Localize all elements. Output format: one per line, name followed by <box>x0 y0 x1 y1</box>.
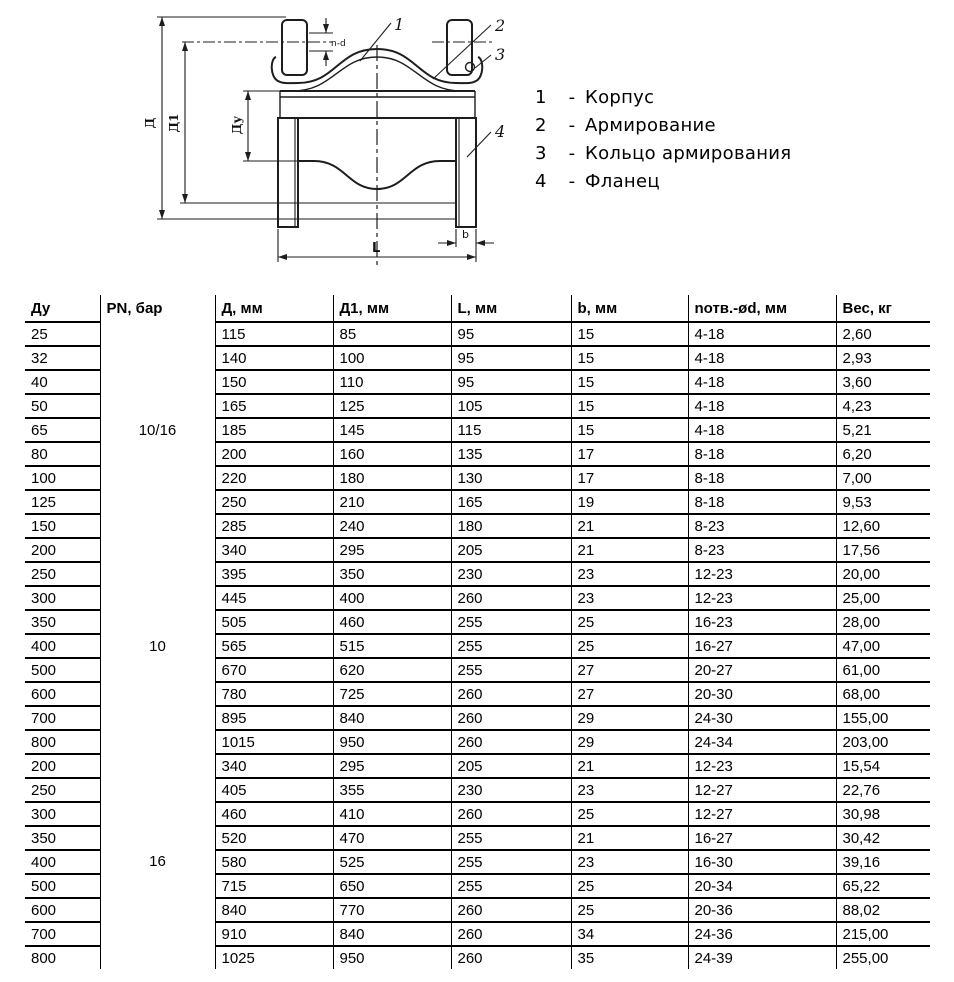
column-header: Ду <box>25 295 100 322</box>
table-cell: 260 <box>451 898 571 922</box>
table-cell: 125 <box>333 394 451 418</box>
table-cell: 28,00 <box>836 610 930 634</box>
table-cell: 29 <box>571 730 688 754</box>
dim-label-D1: Д1 <box>167 113 181 133</box>
table-cell: 215,00 <box>836 922 930 946</box>
table-cell: 39,16 <box>836 850 930 874</box>
table-cell: 25 <box>25 322 100 346</box>
table-cell: 95 <box>451 322 571 346</box>
table-cell: 205 <box>451 754 571 778</box>
table-cell: 400 <box>333 586 451 610</box>
table-cell: 285 <box>215 514 333 538</box>
column-header: Д, мм <box>215 295 333 322</box>
spec-table-container <box>25 295 930 969</box>
table-cell: 4-18 <box>688 418 836 442</box>
table-cell: 23 <box>571 562 688 586</box>
table-cell: 24-36 <box>688 922 836 946</box>
table-cell: 23 <box>571 778 688 802</box>
reinforcement-ring <box>466 63 475 72</box>
table-cell: 165 <box>451 490 571 514</box>
table-cell: 115 <box>215 322 333 346</box>
table-cell: 260 <box>451 586 571 610</box>
table-cell: 250 <box>25 562 100 586</box>
legend-number: 1 <box>535 87 547 108</box>
table-cell: 203,00 <box>836 730 930 754</box>
table-group <box>25 754 930 969</box>
table-cell: 15 <box>571 394 688 418</box>
column-header: PN, бар <box>100 295 215 322</box>
table-cell: 22,76 <box>836 778 930 802</box>
table-cell: 580 <box>215 850 333 874</box>
table-cell: 17,56 <box>836 538 930 562</box>
table-cell: 715 <box>215 874 333 898</box>
table-cell: 27 <box>571 658 688 682</box>
table-cell: 800 <box>25 946 100 969</box>
dim-label-D: Д <box>143 117 157 129</box>
table-cell: 295 <box>333 754 451 778</box>
legend-number: 3 <box>535 143 547 164</box>
technical-drawing <box>140 5 520 275</box>
table-cell: 650 <box>333 874 451 898</box>
table-group <box>25 322 930 538</box>
legend-item <box>535 140 791 168</box>
table-cell: 68,00 <box>836 682 930 706</box>
table-cell: 2,93 <box>836 346 930 370</box>
legend-item <box>535 168 791 196</box>
table-cell: 24-34 <box>688 730 836 754</box>
table-cell: 840 <box>333 706 451 730</box>
column-header: Вес, кг <box>836 295 930 322</box>
table-cell: 47,00 <box>836 634 930 658</box>
table-header-row <box>25 295 930 322</box>
table-cell: 16-27 <box>688 826 836 850</box>
table-cell: 8-18 <box>688 490 836 514</box>
column-header: Д1, мм <box>333 295 451 322</box>
legend-item <box>535 112 791 140</box>
table-cell: 505 <box>215 610 333 634</box>
table-cell: 410 <box>333 802 451 826</box>
table-cell: 25 <box>571 634 688 658</box>
table-row <box>25 754 930 778</box>
table-cell: 8-18 <box>688 466 836 490</box>
table-cell: 12-23 <box>688 562 836 586</box>
table-cell: 140 <box>215 346 333 370</box>
table-cell: 260 <box>451 730 571 754</box>
table-cell: 210 <box>333 490 451 514</box>
table-cell: 7,00 <box>836 466 930 490</box>
table-cell: 200 <box>25 538 100 562</box>
callout-4: 4 <box>495 122 506 141</box>
table-cell: 295 <box>333 538 451 562</box>
table-cell: 670 <box>215 658 333 682</box>
table-cell: 340 <box>215 538 333 562</box>
column-header: nотв.-ød, мм <box>688 295 836 322</box>
dim-label-Du: Ду <box>230 115 244 135</box>
table-cell: 15 <box>571 346 688 370</box>
callout-2: 2 <box>495 16 506 35</box>
table-cell: 725 <box>333 682 451 706</box>
table-cell: 700 <box>25 922 100 946</box>
table-cell: 12-23 <box>688 754 836 778</box>
table-cell: 255 <box>451 826 571 850</box>
table-cell: 395 <box>215 562 333 586</box>
table-cell: 25 <box>571 898 688 922</box>
table-cell: 15 <box>571 322 688 346</box>
table-cell: 230 <box>451 778 571 802</box>
table-cell: 24-30 <box>688 706 836 730</box>
table-cell: 20-34 <box>688 874 836 898</box>
table-cell: 255 <box>451 610 571 634</box>
table-cell: 100 <box>25 466 100 490</box>
table-cell: 145 <box>333 418 451 442</box>
table-cell: 16-23 <box>688 610 836 634</box>
table-cell: 400 <box>25 634 100 658</box>
table-cell: 25 <box>571 874 688 898</box>
table-cell: 180 <box>451 514 571 538</box>
table-group <box>25 538 930 754</box>
dim-label-b: b <box>462 228 469 241</box>
table-cell: 355 <box>333 778 451 802</box>
table-cell: 400 <box>25 850 100 874</box>
table-cell: 255 <box>451 850 571 874</box>
table-cell: 260 <box>451 946 571 969</box>
table-cell: 1015 <box>215 730 333 754</box>
table-cell: 4-18 <box>688 322 836 346</box>
table-cell: 500 <box>25 874 100 898</box>
table-cell: 600 <box>25 682 100 706</box>
legend-number: 4 <box>535 171 547 192</box>
table-cell: 255 <box>451 874 571 898</box>
table-cell: 185 <box>215 418 333 442</box>
table-cell: 230 <box>451 562 571 586</box>
table-cell: 20-30 <box>688 682 836 706</box>
legend-dash: - <box>568 171 576 192</box>
table-row <box>25 322 930 346</box>
table-cell: 29 <box>571 706 688 730</box>
table-cell: 460 <box>215 802 333 826</box>
table-cell: 895 <box>215 706 333 730</box>
table-cell: 2,60 <box>836 322 930 346</box>
column-header: L, мм <box>451 295 571 322</box>
callout-1: 1 <box>394 15 405 34</box>
table-cell: 950 <box>333 730 451 754</box>
table-cell: 300 <box>25 586 100 610</box>
table-cell: 20-27 <box>688 658 836 682</box>
table-cell: 135 <box>451 442 571 466</box>
table-cell: 5,21 <box>836 418 930 442</box>
table-cell: 34 <box>571 922 688 946</box>
column-header: b, мм <box>571 295 688 322</box>
table-cell: 15 <box>571 370 688 394</box>
table-cell: 250 <box>25 778 100 802</box>
legend-label: Корпус <box>585 87 655 108</box>
table-cell: 15,54 <box>836 754 930 778</box>
table-cell: 840 <box>215 898 333 922</box>
table-cell: 500 <box>25 658 100 682</box>
table-cell: 240 <box>333 514 451 538</box>
table-cell: 565 <box>215 634 333 658</box>
table-cell: 25 <box>571 610 688 634</box>
table-cell: 350 <box>333 562 451 586</box>
table-cell: 260 <box>451 802 571 826</box>
table-cell: 130 <box>451 466 571 490</box>
table-cell: 300 <box>25 802 100 826</box>
table-cell: 30,98 <box>836 802 930 826</box>
legend-dash: - <box>568 143 576 164</box>
dim-label-L: L <box>372 241 381 256</box>
table-cell: 255 <box>451 634 571 658</box>
table-cell: 25 <box>571 802 688 826</box>
legend-dash: - <box>568 115 576 136</box>
table-cell: 150 <box>215 370 333 394</box>
table-cell: 88,02 <box>836 898 930 922</box>
table-cell: 8-18 <box>688 442 836 466</box>
table-cell: 200 <box>25 754 100 778</box>
table-cell: 27 <box>571 682 688 706</box>
legend <box>535 84 791 196</box>
table-cell: 24-39 <box>688 946 836 969</box>
table-cell: 80 <box>25 442 100 466</box>
table-cell: 255 <box>451 658 571 682</box>
table-cell: 620 <box>333 658 451 682</box>
dimension-b <box>438 228 494 247</box>
dimension-Du <box>230 91 300 161</box>
table-cell: 17 <box>571 442 688 466</box>
table-cell: 21 <box>571 538 688 562</box>
table-cell: 35 <box>571 946 688 969</box>
table-cell: 255,00 <box>842 949 889 967</box>
table-cell: 525 <box>333 850 451 874</box>
table-cell: 470 <box>333 826 451 850</box>
table-cell: 200 <box>215 442 333 466</box>
table-cell: 125 <box>25 490 100 514</box>
table-cell: 110 <box>333 370 451 394</box>
table-cell: 165 <box>215 394 333 418</box>
table-cell: 350 <box>25 610 100 634</box>
legend-number: 2 <box>535 115 547 136</box>
table-cell: 12-27 <box>688 802 836 826</box>
table-cell: 65 <box>25 418 100 442</box>
table-cell: 20,00 <box>836 562 930 586</box>
table-cell: 600 <box>25 898 100 922</box>
table-cell: 1025 <box>215 946 333 969</box>
table-cell: 4,23 <box>836 394 930 418</box>
table-cell: 520 <box>215 826 333 850</box>
table-cell: 32 <box>25 346 100 370</box>
table-cell: 350 <box>25 826 100 850</box>
table-cell: 19 <box>571 490 688 514</box>
table-cell: 460 <box>333 610 451 634</box>
table-cell: 12-23 <box>688 586 836 610</box>
table-cell: 6,20 <box>836 442 930 466</box>
table-cell: 780 <box>215 682 333 706</box>
table-cell: 180 <box>333 466 451 490</box>
table-cell: 950 <box>333 946 451 969</box>
table-cell: 220 <box>215 466 333 490</box>
legend-label: Кольцо армирования <box>585 143 792 164</box>
table-cell: 61,00 <box>836 658 930 682</box>
table-cell: 260 <box>451 706 571 730</box>
table-cell: 65,22 <box>836 874 930 898</box>
table-cell: 4-18 <box>688 346 836 370</box>
table-cell: 160 <box>333 442 451 466</box>
table-cell: 4-18 <box>688 370 836 394</box>
table-cell: 115 <box>451 418 571 442</box>
table-cell: 21 <box>571 754 688 778</box>
legend-label: Армирование <box>585 115 716 136</box>
table-cell: 40 <box>25 370 100 394</box>
table-cell: 515 <box>333 634 451 658</box>
table-cell: 150 <box>25 514 100 538</box>
legend-dash: - <box>568 87 576 108</box>
legend-item <box>535 84 791 112</box>
table-cell: 95 <box>451 346 571 370</box>
table-cell: 23 <box>571 586 688 610</box>
table-cell: 17 <box>571 466 688 490</box>
table-cell: 340 <box>215 754 333 778</box>
table-cell: 21 <box>571 826 688 850</box>
table-cell: 100 <box>333 346 451 370</box>
spec-table <box>25 295 930 969</box>
table-cell: 20-36 <box>688 898 836 922</box>
pn-cell: 10/16 <box>100 322 215 538</box>
table-cell: 800 <box>25 730 100 754</box>
table-cell: 4-18 <box>688 394 836 418</box>
table-cell: 12,60 <box>836 514 930 538</box>
table-cell: 16-27 <box>688 634 836 658</box>
table-cell: 260 <box>451 682 571 706</box>
table-cell: 9,53 <box>836 490 930 514</box>
table-cell: 445 <box>215 586 333 610</box>
table-cell: 770 <box>333 898 451 922</box>
table-row <box>25 538 930 562</box>
table-cell: 21 <box>571 514 688 538</box>
table-cell: 95 <box>451 370 571 394</box>
table-cell: 85 <box>333 322 451 346</box>
table-cell: 155,00 <box>836 706 930 730</box>
pn-cell: 10 <box>100 538 215 754</box>
legend-label: Фланец <box>585 171 660 192</box>
table-cell: 8-23 <box>688 538 836 562</box>
table-cell: 50 <box>25 394 100 418</box>
table-cell: 30,42 <box>836 826 930 850</box>
pn-cell: 16 <box>100 754 215 969</box>
table-cell: 405 <box>215 778 333 802</box>
table-cell: 16-30 <box>688 850 836 874</box>
callouts <box>360 15 505 157</box>
table-cell: 15 <box>571 418 688 442</box>
table-cell: 105 <box>451 394 571 418</box>
table-cell: 8-23 <box>688 514 836 538</box>
table-cell: 260 <box>451 922 571 946</box>
table-cell: 840 <box>333 922 451 946</box>
table-cell: 3,60 <box>836 370 930 394</box>
dim-label-nd: n-d <box>331 39 346 49</box>
callout-3: 3 <box>495 45 506 64</box>
table-cell: 12-27 <box>688 778 836 802</box>
table-cell: 910 <box>215 922 333 946</box>
table-cell: 250 <box>215 490 333 514</box>
dimension-D1 <box>167 42 456 203</box>
table-cell: 23 <box>571 850 688 874</box>
table-cell: 205 <box>451 538 571 562</box>
table-cell: 25,00 <box>836 586 930 610</box>
table-cell: 700 <box>25 706 100 730</box>
